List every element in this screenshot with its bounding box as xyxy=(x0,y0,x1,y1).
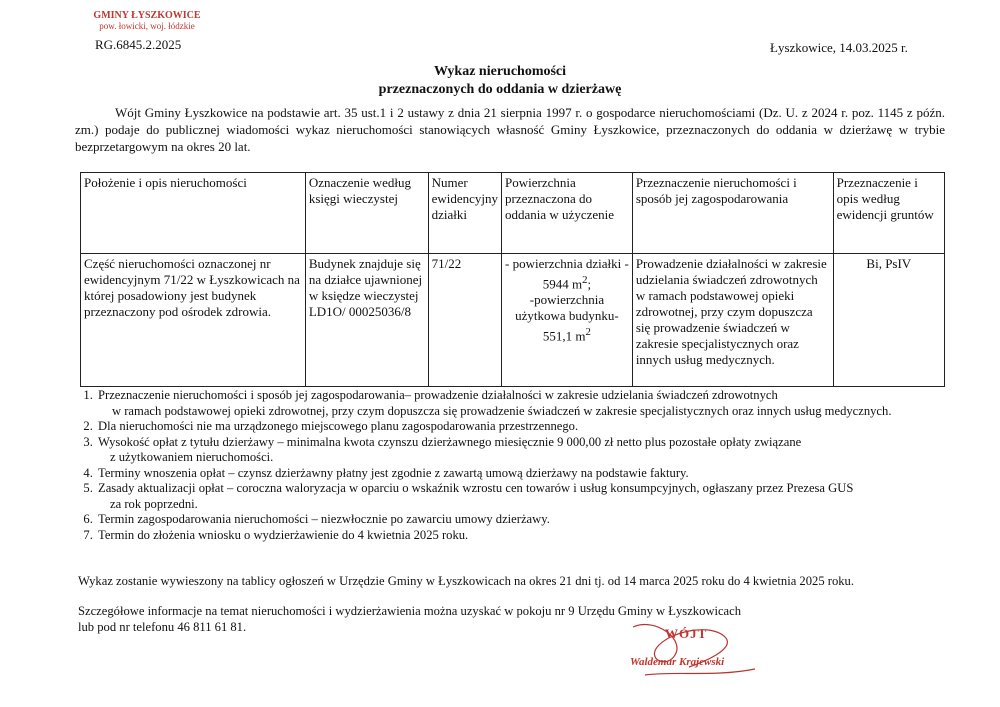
header-land-register: Oznaczenie według księgi wieczystej xyxy=(305,173,428,254)
list-item: 2. Dla nieruchomości nie ma urządzonego miejscowego planu zagospodarowania przestrzennego. xyxy=(96,419,966,435)
contact-info-line-1: Szczegółowe informacje na temat nieruchomości i wydzierżawienia można uzyskać w pokoju nr 9 Urzędu Gminy w Łyszkowicach xyxy=(78,604,742,618)
header-land-use: Przeznaczenie i opis według ewidencji gruntów xyxy=(833,173,944,254)
posting-notice: Wykaz zostanie wywieszony na tablicy ogłoszeń w Urzędzie Gminy w Łyszkowicach na okres 21 dni tj. od 14 marca 2025 roku do 4 kwietnia 2025 roku. xyxy=(78,574,854,588)
stamp-line-2: pow. łowicki, woj. łódzkie xyxy=(99,21,195,31)
note-1-first-line: Przeznaczenie nieruchomości i sposób jej zagospodarowania– prowadzenie działalności w zakresie udzielania świadczeń zdrowotnych xyxy=(98,388,778,402)
note-3-continuation: z użytkowaniem nieruchomości. xyxy=(110,450,274,464)
cell-location: Część nieruchomości oznaczonej nr ewidencyjnym 71/22 w Łyszkowicach na której posadowiony jest budynek przeznaczony pod ośrodek zdrowia. xyxy=(81,254,306,387)
signer-name: Waldemar Krajewski xyxy=(630,656,725,668)
list-item xyxy=(96,481,966,512)
office-stamp xyxy=(82,10,212,32)
stamp-line-1: GMINY ŁYSZKOWICE xyxy=(93,10,201,21)
header-location: Położenie i opis nieruchomości xyxy=(81,173,306,254)
property-table xyxy=(80,172,945,387)
note-5-first-line: Zasady aktualizacji opłat – coroczna waloryzacja w oparciu o wskaźnik wzrostu cen towarów i usług konsumpcyjnych, ogłaszany przez Prezesa GUS xyxy=(98,481,854,495)
area-plot: - powierzchnia działki - 5944 m xyxy=(505,256,629,292)
signer-title: WÓJT xyxy=(665,626,708,641)
list-item: 4. Terminy wnoszenia opłat – czynsz dzierżawny płatny jest zgodnie z zawartą umową dzierżawy na podstawie faktury. xyxy=(96,466,966,482)
list-item: 6. Termin zagospodarowania nieruchomości – niezwłocznie po zawarciu umowy dzierżawy. xyxy=(96,512,966,528)
cell-parcel-number: 71/22 xyxy=(428,254,501,387)
list-item xyxy=(96,435,966,466)
note-3-first-line: Wysokość opłat z tytułu dzierżawy – minimalna kwota czynszu dzierżawnego miesięcznie 9 000,00 zł netto plus pozostałe opłaty związane xyxy=(98,434,802,449)
area-building-unit-exponent: 2 xyxy=(585,326,591,339)
cell-land-register: Budynek znajduje się na działce ujawnionej w księdze wieczystej LD1O/ 00025036/8 xyxy=(305,254,428,387)
reference-number: RG.6845.2.2025 xyxy=(95,37,182,52)
table-row xyxy=(81,254,945,387)
list-item: 7. Termin do złożenia wniosku o wydzierżawienie do 4 kwietnia 2025 roku. xyxy=(96,528,966,544)
document-title-line-1: Wykaz nieruchomości xyxy=(433,64,567,79)
cell-land-use: Bi, PsIV xyxy=(833,254,944,387)
list-item xyxy=(96,388,966,419)
header-area: Powierzchnia przeznaczona do oddania w użyczenie xyxy=(502,173,633,254)
table-header-row xyxy=(81,173,945,254)
place-date: Łyszkowice, 14.03.2025 r. xyxy=(770,40,908,55)
note-1-continuation: w ramach podstawowej opieki zdrowotnej, przy czym dopuszcza się prowadzenie świadczeń w zakresie specjalistycznych oraz innych usług medycznych. xyxy=(112,403,892,418)
header-purpose: Przeznaczenie nieruchomości i sposób jej zagospodarowania xyxy=(632,173,833,254)
note-5-continuation: za rok poprzedni. xyxy=(110,496,198,511)
document-title-line-2: przeznaczonych do oddania w dzierżawę xyxy=(378,82,622,97)
intro-paragraph: Wójt Gminy Łyszkowice na podstawie art. 35 ust.1 i 2 ustawy z dnia 21 sierpnia 1997 r. o gospodarce nieruchomościami (Dz. U. z 2024 r. poz. 1145 z późn. zm.) podaje do publicznej wiadomości wykaz nieruchomości stanowiących własność Gminy Łyszkowice, przeznaczonych do oddania w dzierżawę w trybie bezprzetargowym na okres 20 lat. xyxy=(75,105,945,154)
contact-info xyxy=(78,604,948,635)
cell-purpose: Prowadzenie działalności w zakresie udzielania świadczeń zdrowotnych w ramach podstawowej opieki zdrowotnej, przy czym dopuszcza się prowadzenie świadczeń w zakresie specjalistycznych oraz innych usług medycznych. xyxy=(632,254,833,387)
cell-area: - powierzchnia działki - 5944 $m^2$; -powierzchnia użytkowa budynku-551,1 $m^2$ xyxy=(502,254,633,387)
header-parcel-number: Numer ewidencyjny działki xyxy=(428,173,501,254)
area-building: -powierzchnia użytkowa budynku-551,1 m xyxy=(515,292,619,344)
conditions-list xyxy=(78,388,966,543)
area-plot-unit-exponent: 2 xyxy=(582,274,588,286)
contact-info-line-2: lub pod nr telefonu 46 811 61 81. xyxy=(78,619,247,634)
